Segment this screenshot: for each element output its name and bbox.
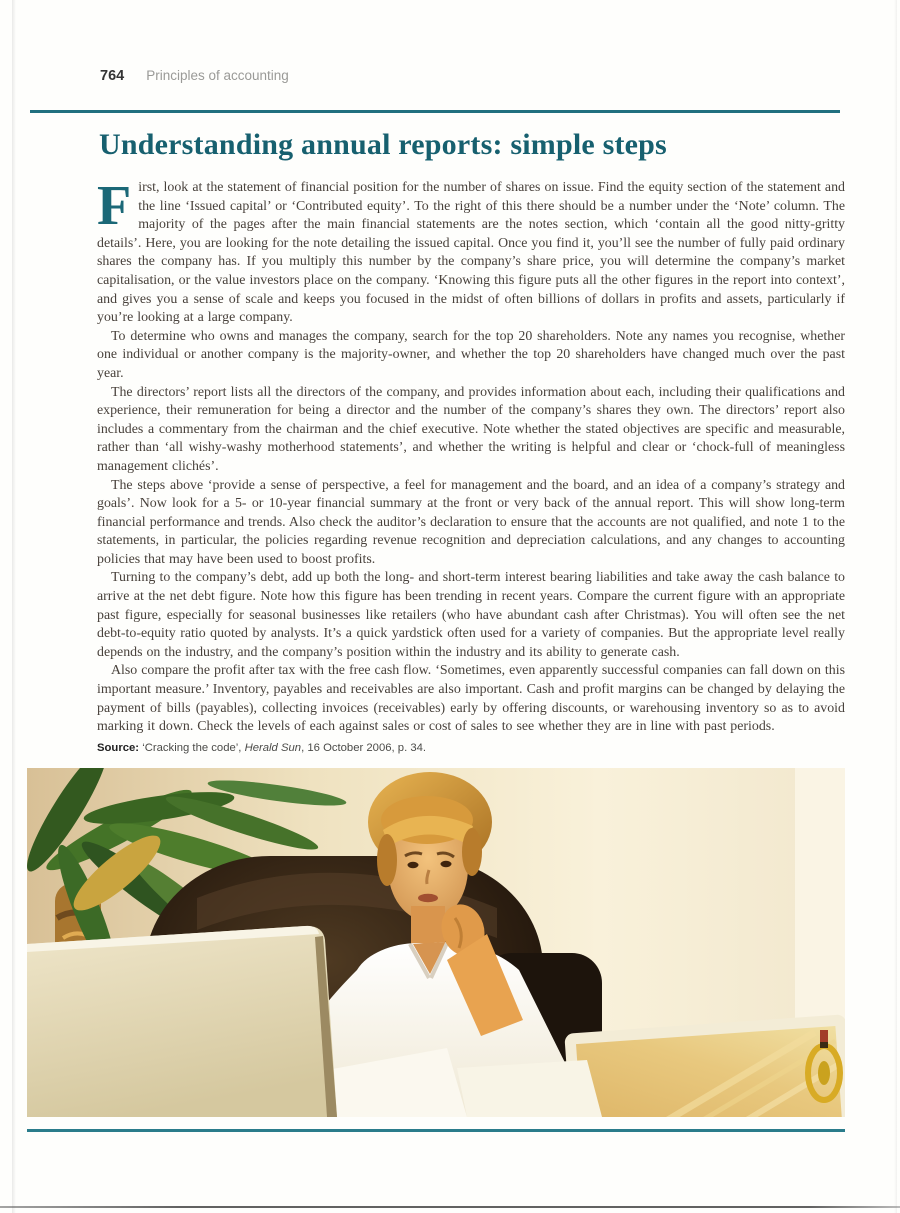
paragraph-6: Also compare the profit after tax with the free cash flow. ‘Sometimes, even apparently successful companies can fall down on this important measure.’ Inventory, payables and receivables are also important. Cash and profit margins can be changed by delaying the payment of bills (payables), collecting invoices (receivables) early by offering discounts, or warehousing inventory so as to avoid marking it down. Check the levels of each against sales or cost of sales to see whether they are in line with past periods.	[97, 663, 845, 735]
paragraph-5: Turning to the company’s debt, add up both the long- and short-term interest bearing liabilities and take away the cash balance to arrive at the net debt figure. Note how this figure has been trending in recent years. Compare the current figure with an appropriate past figure, especially for seasonal businesses like retailers (who have abundant cash after Christmas). You will often see the net debt-to-equity ratio quoted by analysts. It’s a quick yardstick often used for a variety of companies. But the appropriate level really depends on the industry, and the company’s position within the industry and its ability to generate cash.	[97, 570, 845, 660]
paragraph-1	[97, 175, 845, 328]
page-right-edge-shadow	[894, 0, 897, 1213]
page-number: 764	[100, 68, 125, 84]
article-title: Understanding annual reports: simple steps	[99, 128, 667, 161]
page-bottom-edge	[0, 1206, 900, 1208]
paragraph-3: The directors’ report lists all the directors of the company, and provides information about each, including their qualifications and experience, their remuneration for being a director and the number of the company’s shares they own. The directors’ report also includes a commentary from the chairman and the chief executive. Note whether the stated objectives are specific and measurable, rather than ‘all wishy-washy motherhood statements’, and whether the writing is helpful and clear or ‘chock-full of meaningless management clichés’.	[97, 384, 845, 474]
office-photo	[27, 768, 845, 1117]
source-work-title: Herald Sun	[244, 742, 302, 754]
source-label: Source:	[97, 742, 140, 754]
paragraph-2: To determine who owns and manages the company, search for the top 20 shareholders. Note any names you recognise, whether one individual or another company is the majority-owner, and whether the top 20 shareholders have changed much over the past year.	[97, 328, 845, 381]
article-body	[97, 175, 845, 737]
photo-laptop-front	[27, 926, 337, 1117]
running-header	[100, 68, 800, 84]
office-photo-illustration	[27, 768, 845, 1117]
top-teal-rule	[30, 110, 840, 113]
dropcap-letter: F	[97, 175, 132, 237]
source-text-before: ‘Cracking the code’,	[139, 742, 245, 754]
source-citation	[97, 742, 845, 754]
paragraph-1-text: irst, look at the statement of financial position for the number of shares on issue. Find the equity section of the statement and the line ‘Issued capital’ or ‘Contributed equity’. To the right of this there should be a number under the ‘Note’ column. The majority of the pages after the main financial statements are the notes section, which ‘contain all the good nitty-gritty details’. Here, you are looking for the note detailing the issued capital. Once you find it, you’ll see the number of fully paid ordinary shares the company has. If you multiply this number by the company’s share price, you will determine the company’s market capitalisation, or the value investors place on the company. ‘Knowing this figure puts all the other figures in the report into context’, and gives you a sense of scale and keeps you focused in the midst of often billions of dollars in profits and assets, particularly if you’re looking at a large company.	[97, 180, 845, 326]
source-text-after: , 16 October 2006, p. 34.	[301, 742, 427, 754]
bottom-teal-rule	[27, 1129, 845, 1132]
page-left-edge-shadow	[12, 0, 16, 1213]
running-header-title: Principles of accounting	[146, 68, 289, 83]
paragraph-4: The steps above ‘provide a sense of perspective, a feel for management and the board, and an idea of a company’s strategy and goals’. Now look for a 5- or 10-year financial summary at the front or very back of the annual report. This will show long-term financial performance and trends. Also check the auditor’s declaration to ensure that the accounts are not qualified, and note 1 to the statements, in particular, the policies regarding revenue recognition and depreciation calculations, and any changes to accounting policies that may have been used to boost profits.	[97, 477, 845, 567]
